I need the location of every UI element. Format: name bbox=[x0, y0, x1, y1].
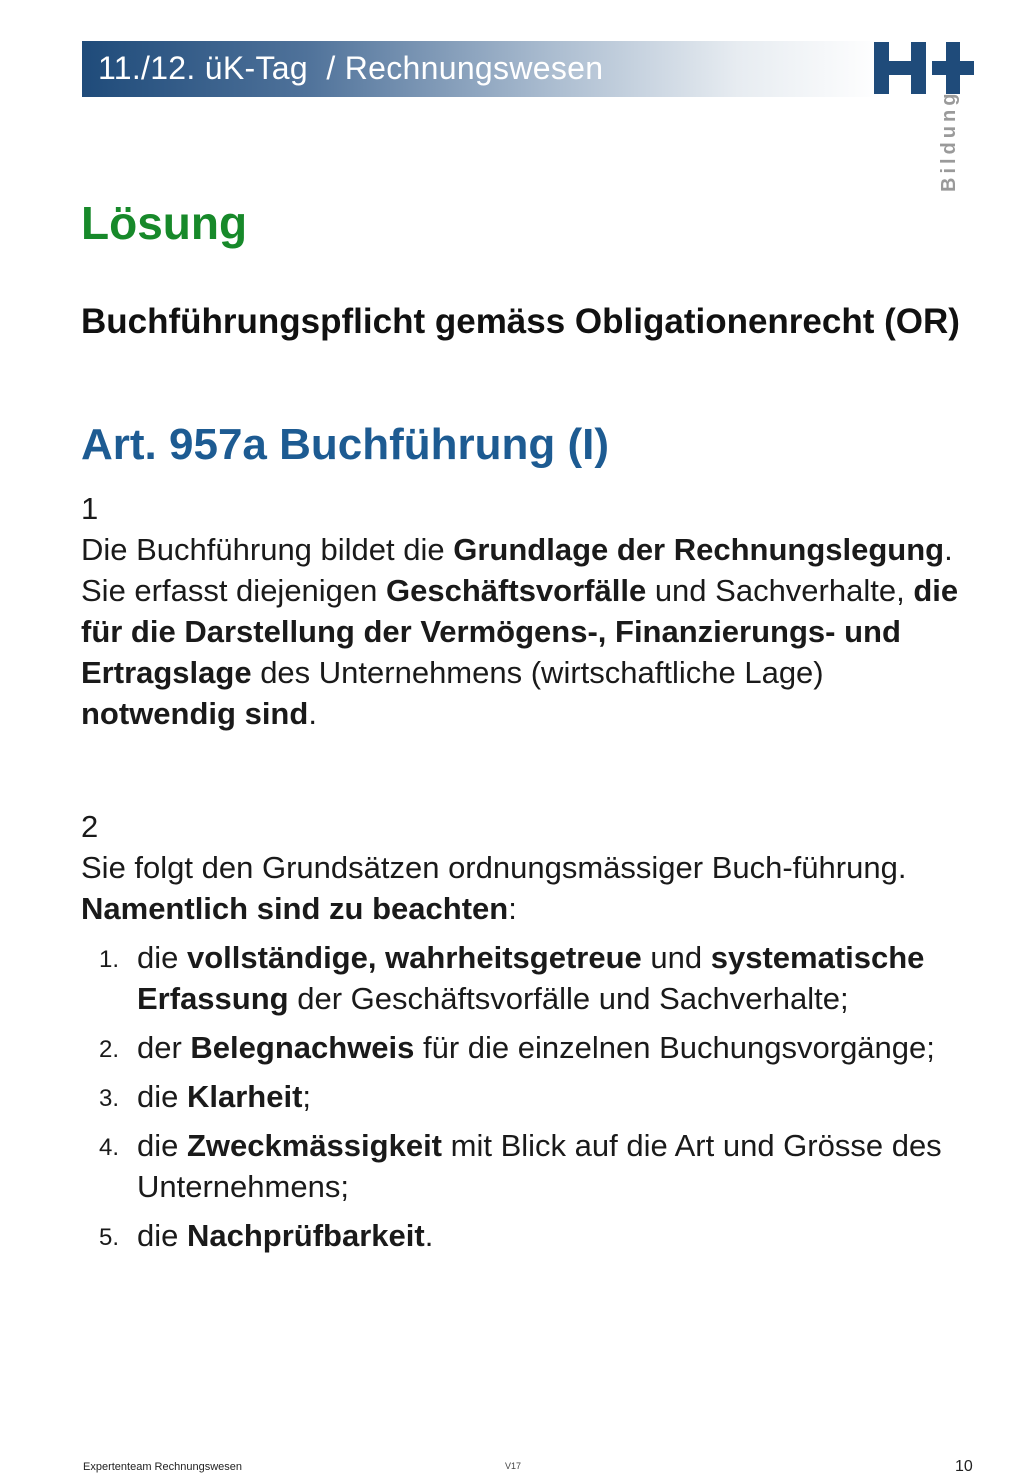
page-number: 10 bbox=[955, 1458, 973, 1475]
paragraph-2-text: Sie folgt den Grundsätzen ordnungsmässiger Buch-führung. Namentlich sind zu beachten: bbox=[81, 850, 907, 926]
paragraph-1-number: 1 bbox=[81, 491, 99, 526]
subtitle: Buchführungspflicht gemäss Obligationenrecht (OR) bbox=[81, 302, 960, 341]
paragraph-1 bbox=[81, 488, 961, 734]
list-item: 1. die vollständige, wahrheitsgetreue und systematische Erfassung der Geschäftsvorfälle und Sachverhalte; bbox=[99, 940, 925, 1016]
article-heading: Art. 957a Buchführung (I) bbox=[81, 420, 610, 469]
hplus-logo-icon bbox=[870, 40, 980, 100]
hplus-bildung-logo bbox=[870, 40, 980, 200]
logo-word: Bildung bbox=[938, 89, 960, 192]
list-item: 2. der Belegnachweis für die einzelnen Buchungsvorgänge; bbox=[99, 1030, 935, 1065]
list-item: 4. die Zweckmässigkeit mit Blick auf die Art und Grösse des Unternehmens; bbox=[99, 1128, 942, 1204]
paragraph-2-number: 2 bbox=[81, 809, 99, 844]
principles-list bbox=[81, 937, 961, 1264]
list-item: 5. die Nachprüfbarkeit. bbox=[99, 1218, 434, 1253]
page-title: Lösung bbox=[81, 197, 248, 249]
list-item: 3. die Klarheit; bbox=[99, 1079, 312, 1114]
footer-version: V17 bbox=[505, 1461, 522, 1471]
footer-left: Expertenteam Rechnungswesen bbox=[83, 1461, 242, 1473]
header-title: 11./12. üK-Tag / Rechnungswesen bbox=[98, 50, 604, 86]
header-bar bbox=[82, 41, 882, 97]
paragraph-2 bbox=[81, 806, 961, 929]
paragraph-1-text: Die Buchführung bildet die Grundlage der Rechnungslegung. Sie erfasst diejenigen Geschäftsvorfälle und Sachverhalte, die für die Darstellung der Vermögens-, Finanzierungs- und Ertragslage des Unternehmens (wirtschaftliche Lage) notwendig sind. bbox=[81, 532, 959, 731]
